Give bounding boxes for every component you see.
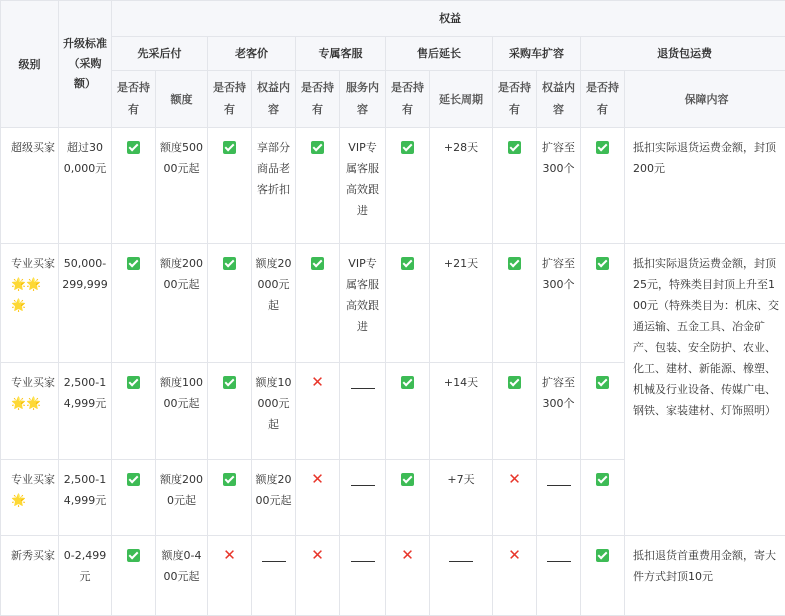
header-level: 级别	[1, 1, 59, 128]
dash-icon	[351, 388, 375, 389]
right-content-cell: 额度10000元起	[252, 363, 296, 460]
quota-cell: 额度0-400元起	[156, 536, 208, 616]
level-label: 专业买家	[11, 257, 55, 270]
dash-icon	[547, 561, 571, 562]
subheader-own: 是否持有	[386, 71, 430, 128]
check-icon	[223, 141, 236, 154]
check-icon	[311, 257, 324, 270]
service-content-cell	[340, 536, 386, 616]
subheader-own: 是否持有	[112, 71, 156, 128]
check-icon	[596, 376, 609, 389]
own-cell	[208, 536, 252, 616]
right-content-cell	[252, 536, 296, 616]
extend-period-cell: +21天	[430, 244, 493, 363]
check-icon	[311, 141, 324, 154]
check-icon	[127, 141, 140, 154]
subheader-right-content: 权益内容	[537, 71, 581, 128]
guarantee-cell: 抵扣实际退货运费金额，封顶25元，特殊类目封顶上升至100元（特殊类目为：机床、交通运输、五金工具、冶金矿产、包装、安全防护、农业、化工、建材、新能源、橡塑、机械及行业设备、传媒广电、钢铁、家装建材、灯饰照明）	[625, 244, 785, 536]
extend-period-cell: +28天	[430, 128, 493, 244]
own-cell	[386, 536, 430, 616]
table-row	[1, 128, 785, 244]
dash-icon	[547, 485, 571, 486]
level-label: 专业买家	[11, 473, 55, 486]
dash-icon	[449, 561, 473, 562]
header-group-pay-later: 先采后付	[112, 37, 208, 71]
service-content-cell	[340, 363, 386, 460]
cross-icon: ✕	[311, 469, 324, 490]
cart-content-cell: 扩容至300个	[537, 128, 581, 244]
star-icon: 🌟🌟	[11, 396, 41, 410]
own-cell	[208, 244, 252, 363]
own-cell	[493, 363, 537, 460]
header-rights: 权益	[112, 1, 785, 37]
service-content-cell: VIP专属客服高效跟进	[340, 244, 386, 363]
check-icon	[401, 141, 414, 154]
check-icon	[401, 473, 414, 486]
quota-cell: 额度50000元起	[156, 128, 208, 244]
cross-icon: ✕	[508, 545, 521, 566]
upgrade-cell: 2,500-14,999元	[59, 363, 112, 460]
guarantee-cell: 抵扣退货首重费用金额，寄大件方式封顶10元	[625, 536, 785, 616]
own-cell	[493, 244, 537, 363]
subheader-guarantee: 保障内容	[625, 71, 785, 128]
own-cell	[386, 363, 430, 460]
check-icon	[508, 376, 521, 389]
service-content-cell: VIP专属客服高效跟进	[340, 128, 386, 244]
own-cell	[493, 460, 537, 536]
right-content-cell: 额度20000元起	[252, 244, 296, 363]
header-group-cart-expansion: 采购车扩容	[493, 37, 581, 71]
right-content-cell: 额度2000元起	[252, 460, 296, 536]
check-icon	[401, 257, 414, 270]
quota-cell: 额度20000元起	[156, 244, 208, 363]
cart-content-cell	[537, 536, 581, 616]
check-icon	[596, 257, 609, 270]
own-cell	[386, 128, 430, 244]
header-upgrade-standard: 升级标准（采购额）	[59, 1, 112, 128]
own-cell	[208, 128, 252, 244]
own-cell	[112, 460, 156, 536]
level-cell	[1, 128, 59, 244]
check-icon	[596, 473, 609, 486]
check-icon	[596, 141, 609, 154]
subheader-service-content: 服务内容	[340, 71, 386, 128]
check-icon	[223, 376, 236, 389]
own-cell	[581, 244, 625, 363]
cart-content-cell: 扩容至300个	[537, 244, 581, 363]
cart-content-cell	[537, 460, 581, 536]
header-group-return-shipping: 退货包运费	[581, 37, 785, 71]
own-cell	[493, 128, 537, 244]
own-cell	[208, 460, 252, 536]
upgrade-cell: 50,000-299,999	[59, 244, 112, 363]
own-cell	[112, 244, 156, 363]
dash-icon	[351, 561, 375, 562]
cross-icon: ✕	[401, 545, 414, 566]
extend-period-cell: +7天	[430, 460, 493, 536]
extend-period-cell	[430, 536, 493, 616]
table-row	[1, 244, 785, 363]
own-cell	[581, 128, 625, 244]
own-cell	[296, 244, 340, 363]
subheader-own: 是否持有	[581, 71, 625, 128]
header-group-old-customer-price: 老客价	[208, 37, 296, 71]
quota-cell: 额度10000元起	[156, 363, 208, 460]
check-icon	[127, 549, 140, 562]
cross-icon: ✕	[223, 545, 236, 566]
own-cell	[581, 363, 625, 460]
cart-content-cell: 扩容至300个	[537, 363, 581, 460]
header-group-exclusive-service: 专属客服	[296, 37, 386, 71]
own-cell	[296, 460, 340, 536]
own-cell	[386, 460, 430, 536]
own-cell	[296, 128, 340, 244]
subheader-own: 是否持有	[208, 71, 252, 128]
cross-icon: ✕	[311, 545, 324, 566]
own-cell	[208, 363, 252, 460]
own-cell	[386, 244, 430, 363]
check-icon	[223, 473, 236, 486]
table-row	[1, 536, 785, 616]
check-icon	[127, 257, 140, 270]
cross-icon: ✕	[311, 372, 324, 393]
subheader-right-content: 权益内容	[252, 71, 296, 128]
guarantee-cell: 抵扣实际退货运费金额，封顶200元	[625, 128, 785, 244]
own-cell	[296, 363, 340, 460]
own-cell	[493, 536, 537, 616]
own-cell	[296, 536, 340, 616]
cross-icon: ✕	[508, 469, 521, 490]
level-cell	[1, 244, 59, 363]
subheader-own: 是否持有	[296, 71, 340, 128]
star-icon: 🌟	[11, 493, 26, 507]
dash-icon	[351, 485, 375, 486]
check-icon	[596, 549, 609, 562]
right-content-cell: 享部分商品老客折扣	[252, 128, 296, 244]
quota-cell: 额度2000元起	[156, 460, 208, 536]
level-cell	[1, 460, 59, 536]
subheader-quota: 额度	[156, 71, 208, 128]
check-icon	[508, 257, 521, 270]
level-label: 超级买家	[11, 141, 55, 154]
own-cell	[581, 460, 625, 536]
subheader-extend-period: 延长周期	[430, 71, 493, 128]
upgrade-cell: 2,500-14,999元	[59, 460, 112, 536]
subheader-own: 是否持有	[493, 71, 537, 128]
level-cell	[1, 536, 59, 616]
own-cell	[112, 536, 156, 616]
star-icon: 🌟🌟🌟	[11, 277, 41, 312]
check-icon	[401, 376, 414, 389]
check-icon	[127, 376, 140, 389]
dash-icon	[262, 561, 286, 562]
extend-period-cell: +14天	[430, 363, 493, 460]
check-icon	[508, 141, 521, 154]
level-label: 专业买家	[11, 376, 55, 389]
check-icon	[223, 257, 236, 270]
upgrade-cell: 超过300,000元	[59, 128, 112, 244]
own-cell	[112, 363, 156, 460]
upgrade-cell: 0-2,499元	[59, 536, 112, 616]
check-icon	[127, 473, 140, 486]
level-label: 新秀买家	[11, 549, 55, 562]
own-cell	[581, 536, 625, 616]
header-group-after-sale-extension: 售后延长	[386, 37, 493, 71]
level-cell	[1, 363, 59, 460]
service-content-cell	[340, 460, 386, 536]
own-cell	[112, 128, 156, 244]
